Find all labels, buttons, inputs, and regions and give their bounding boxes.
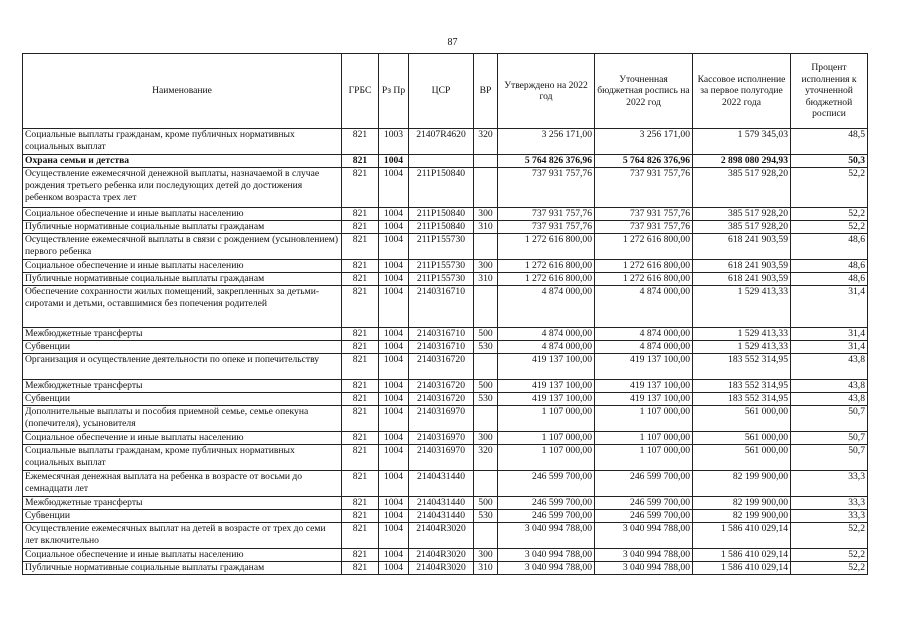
cell-vr: 530: [474, 393, 498, 406]
cell-grbs: 821: [342, 510, 379, 523]
cell-cash: 1 579 345,03: [693, 129, 791, 155]
cell-rzpr: 1004: [379, 562, 409, 575]
cell-approved: 4 874 000,00: [498, 286, 595, 328]
cell-refined: 3 040 994 788,00: [595, 523, 693, 549]
cell-grbs: 821: [342, 354, 379, 380]
table-row: [23, 341, 868, 354]
cell-grbs: 821: [342, 380, 379, 393]
cell-refined: 1 107 000,00: [595, 445, 693, 471]
table-row: [23, 328, 868, 341]
cell-csr: 211P150840: [409, 168, 474, 208]
cell-approved: 4 874 000,00: [498, 341, 595, 354]
cell-grbs: 821: [342, 341, 379, 354]
cell-percent: 48,6: [791, 273, 868, 286]
cell-approved: 246 599 700,00: [498, 471, 595, 497]
header-refined: Уточненная бюджетная роспись на 2022 год: [595, 54, 693, 129]
header-vr: ВР: [474, 54, 498, 129]
cell-approved: 5 764 826 376,96: [498, 155, 595, 168]
cell-approved: 246 599 700,00: [498, 497, 595, 510]
cell-approved: 737 931 757,76: [498, 221, 595, 234]
cell-vr: 320: [474, 129, 498, 155]
cell-rzpr: 1004: [379, 497, 409, 510]
cell-percent: 52,2: [791, 562, 868, 575]
cell-rzpr: 1004: [379, 155, 409, 168]
cell-cash: 82 199 900,00: [693, 471, 791, 497]
cell-vr: 500: [474, 380, 498, 393]
cell-approved: 419 137 100,00: [498, 393, 595, 406]
cell-percent: 50,7: [791, 406, 868, 432]
cell-refined: 737 931 757,76: [595, 208, 693, 221]
cell-name: Обеспечение сохранности жилых помещений, закрепленных за детьми-сиротами и детьми, оставшимися без попечения родителей: [23, 286, 342, 328]
cell-approved: 1 272 616 800,00: [498, 234, 595, 260]
cell-percent: 52,2: [791, 221, 868, 234]
cell-rzpr: 1004: [379, 354, 409, 380]
cell-refined: 737 931 757,76: [595, 221, 693, 234]
cell-rzpr: 1004: [379, 168, 409, 208]
cell-csr: 2140316970: [409, 445, 474, 471]
table-row: [23, 432, 868, 445]
cell-approved: 1 272 616 800,00: [498, 260, 595, 273]
cell-name: Социальные выплаты гражданам, кроме публичных нормативных социальных выплат: [23, 445, 342, 471]
cell-name: Осуществление ежемесячных выплат на детей в возрасте от трех до семи лет включительно: [23, 523, 342, 549]
table-row: [23, 549, 868, 562]
budget-table: [22, 53, 868, 575]
cell-grbs: 821: [342, 273, 379, 286]
cell-csr: 2140316970: [409, 406, 474, 432]
table-row: [23, 445, 868, 471]
cell-refined: 419 137 100,00: [595, 393, 693, 406]
table-row: [23, 221, 868, 234]
cell-percent: 43,8: [791, 354, 868, 380]
cell-grbs: 821: [342, 393, 379, 406]
cell-vr: 300: [474, 260, 498, 273]
table-body: [23, 129, 868, 575]
cell-approved: 419 137 100,00: [498, 380, 595, 393]
cell-vr: [474, 354, 498, 380]
cell-vr: 500: [474, 328, 498, 341]
cell-vr: 320: [474, 445, 498, 471]
cell-cash: 385 517 928,20: [693, 168, 791, 208]
cell-name: Социальное обеспечение и иные выплаты населению: [23, 208, 342, 221]
cell-approved: 1 107 000,00: [498, 432, 595, 445]
cell-cash: 183 552 314,95: [693, 354, 791, 380]
cell-approved: 3 040 994 788,00: [498, 549, 595, 562]
cell-percent: 52,2: [791, 168, 868, 208]
cell-refined: 246 599 700,00: [595, 510, 693, 523]
cell-csr: 211P155730: [409, 234, 474, 260]
table-row: [23, 510, 868, 523]
cell-vr: 300: [474, 432, 498, 445]
cell-rzpr: 1004: [379, 286, 409, 328]
cell-percent: 31,4: [791, 286, 868, 328]
cell-vr: 530: [474, 341, 498, 354]
cell-refined: 5 764 826 376,96: [595, 155, 693, 168]
cell-name: Публичные нормативные социальные выплаты гражданам: [23, 221, 342, 234]
cell-grbs: 821: [342, 328, 379, 341]
cell-cash: 183 552 314,95: [693, 393, 791, 406]
cell-rzpr: 1004: [379, 432, 409, 445]
cell-name: Организация и осуществление деятельности по опеке и попечительству: [23, 354, 342, 380]
cell-csr: 21404R3020: [409, 549, 474, 562]
cell-grbs: 821: [342, 286, 379, 328]
cell-refined: 419 137 100,00: [595, 354, 693, 380]
cell-rzpr: 1004: [379, 510, 409, 523]
cell-name: Субвенции: [23, 393, 342, 406]
cell-refined: 3 040 994 788,00: [595, 562, 693, 575]
cell-name: Межбюджетные трансферты: [23, 328, 342, 341]
cell-csr: 2140316720: [409, 393, 474, 406]
header-approved: Утверждено на 2022 год: [498, 54, 595, 129]
cell-grbs: 821: [342, 523, 379, 549]
table-row: [23, 208, 868, 221]
table-row: [23, 406, 868, 432]
cell-csr: 211P155730: [409, 260, 474, 273]
cell-grbs: 821: [342, 445, 379, 471]
cell-grbs: 821: [342, 471, 379, 497]
cell-vr: [474, 168, 498, 208]
cell-cash: 1 586 410 029,14: [693, 549, 791, 562]
table-row: [23, 286, 868, 328]
cell-cash: 618 241 903,59: [693, 260, 791, 273]
table-row: [23, 562, 868, 575]
table-row: [23, 471, 868, 497]
cell-refined: 4 874 000,00: [595, 286, 693, 328]
cell-percent: 52,2: [791, 523, 868, 549]
cell-approved: 1 272 616 800,00: [498, 273, 595, 286]
cell-rzpr: 1004: [379, 328, 409, 341]
cell-grbs: 821: [342, 221, 379, 234]
cell-approved: 1 107 000,00: [498, 445, 595, 471]
cell-rzpr: 1004: [379, 406, 409, 432]
cell-refined: 3 040 994 788,00: [595, 549, 693, 562]
cell-cash: 561 000,00: [693, 432, 791, 445]
cell-name: Социальные выплаты гражданам, кроме публичных нормативных социальных выплат: [23, 129, 342, 155]
cell-refined: 4 874 000,00: [595, 328, 693, 341]
header-cash: Кассовое исполнение за первое полугодие 2022 года: [693, 54, 791, 129]
cell-name: Социальное обеспечение и иные выплаты населению: [23, 549, 342, 562]
cell-refined: 3 256 171,00: [595, 129, 693, 155]
header-percent: Процент исполнения к уточненной бюджетной росписи: [791, 54, 868, 129]
cell-csr: [409, 155, 474, 168]
table-row: [23, 380, 868, 393]
cell-approved: 1 107 000,00: [498, 406, 595, 432]
cell-refined: 246 599 700,00: [595, 497, 693, 510]
cell-cash: 561 000,00: [693, 445, 791, 471]
cell-percent: 48,6: [791, 234, 868, 260]
cell-name: Межбюджетные трансферты: [23, 497, 342, 510]
cell-name: Публичные нормативные социальные выплаты гражданам: [23, 562, 342, 575]
cell-cash: 82 199 900,00: [693, 497, 791, 510]
cell-grbs: 821: [342, 234, 379, 260]
cell-cash: 561 000,00: [693, 406, 791, 432]
cell-rzpr: 1004: [379, 523, 409, 549]
cell-name: Публичные нормативные социальные выплаты гражданам: [23, 273, 342, 286]
cell-name: Социальное обеспечение и иные выплаты населению: [23, 432, 342, 445]
cell-percent: 52,2: [791, 208, 868, 221]
cell-grbs: 821: [342, 406, 379, 432]
cell-csr: 2140316710: [409, 341, 474, 354]
cell-grbs: 821: [342, 549, 379, 562]
cell-refined: 246 599 700,00: [595, 471, 693, 497]
cell-cash: 2 898 080 294,93: [693, 155, 791, 168]
cell-approved: 419 137 100,00: [498, 354, 595, 380]
header-row: [23, 54, 868, 129]
cell-percent: 31,4: [791, 341, 868, 354]
cell-vr: 310: [474, 221, 498, 234]
cell-vr: 300: [474, 208, 498, 221]
cell-vr: [474, 471, 498, 497]
cell-approved: 3 040 994 788,00: [498, 523, 595, 549]
cell-csr: 2140431440: [409, 510, 474, 523]
cell-name: Межбюджетные трансферты: [23, 380, 342, 393]
table-row: [23, 234, 868, 260]
table-row: [23, 393, 868, 406]
cell-rzpr: 1004: [379, 445, 409, 471]
cell-vr: 530: [474, 510, 498, 523]
cell-approved: 737 931 757,76: [498, 168, 595, 208]
cell-percent: 43,8: [791, 380, 868, 393]
cell-name: Охрана семьи и детства: [23, 155, 342, 168]
cell-cash: 385 517 928,20: [693, 221, 791, 234]
table-row: [23, 497, 868, 510]
table-row: [23, 129, 868, 155]
cell-rzpr: 1003: [379, 129, 409, 155]
header-rzpr: Рз Пр: [379, 54, 409, 129]
cell-cash: 1 529 413,33: [693, 328, 791, 341]
cell-grbs: 821: [342, 208, 379, 221]
header-csr: ЦСР: [409, 54, 474, 129]
cell-cash: 183 552 314,95: [693, 380, 791, 393]
page-number: 87: [447, 37, 458, 48]
cell-grbs: 821: [342, 432, 379, 445]
table-row: [23, 260, 868, 273]
cell-percent: 43,8: [791, 393, 868, 406]
cell-vr: [474, 406, 498, 432]
cell-csr: 2140316710: [409, 328, 474, 341]
cell-rzpr: 1004: [379, 471, 409, 497]
cell-grbs: 821: [342, 497, 379, 510]
cell-cash: 618 241 903,59: [693, 273, 791, 286]
cell-refined: 737 931 757,76: [595, 168, 693, 208]
cell-csr: 2140316970: [409, 432, 474, 445]
cell-cash: 618 241 903,59: [693, 234, 791, 260]
cell-refined: 1 107 000,00: [595, 406, 693, 432]
cell-grbs: 821: [342, 129, 379, 155]
cell-percent: 31,4: [791, 328, 868, 341]
cell-name: Ежемесячная денежная выплата на ребенка в возрасте от восьми до семнадцати лет: [23, 471, 342, 497]
cell-rzpr: 1004: [379, 234, 409, 260]
cell-percent: 52,2: [791, 549, 868, 562]
cell-cash: 385 517 928,20: [693, 208, 791, 221]
cell-refined: 419 137 100,00: [595, 380, 693, 393]
cell-grbs: 821: [342, 155, 379, 168]
table-row: [23, 168, 868, 208]
cell-cash: 82 199 900,00: [693, 510, 791, 523]
cell-csr: 2140316710: [409, 286, 474, 328]
cell-percent: 33,3: [791, 471, 868, 497]
table-row: [23, 273, 868, 286]
cell-rzpr: 1004: [379, 393, 409, 406]
cell-approved: 4 874 000,00: [498, 328, 595, 341]
cell-vr: [474, 234, 498, 260]
cell-percent: 33,3: [791, 497, 868, 510]
cell-grbs: 821: [342, 260, 379, 273]
cell-rzpr: 1004: [379, 208, 409, 221]
cell-approved: 3 040 994 788,00: [498, 562, 595, 575]
cell-vr: [474, 155, 498, 168]
cell-percent: 33,3: [791, 510, 868, 523]
cell-cash: 1 529 413,33: [693, 341, 791, 354]
cell-csr: 21404R3020: [409, 562, 474, 575]
cell-cash: 1 586 410 029,14: [693, 562, 791, 575]
table-row: [23, 354, 868, 380]
cell-refined: 1 272 616 800,00: [595, 273, 693, 286]
cell-name: Социальное обеспечение и иные выплаты населению: [23, 260, 342, 273]
cell-csr: 21404R3020: [409, 523, 474, 549]
cell-name: Осуществление ежемесячной денежной выплаты, назначаемой в случае рождения третьего ребенка или последующих детей до достижения ребенком возраста трех лет: [23, 168, 342, 208]
cell-percent: 50,3: [791, 155, 868, 168]
cell-csr: 2140431440: [409, 497, 474, 510]
cell-rzpr: 1004: [379, 273, 409, 286]
cell-vr: [474, 286, 498, 328]
cell-csr: 2140316720: [409, 354, 474, 380]
cell-percent: 48,6: [791, 260, 868, 273]
header-grbs: ГРБС: [342, 54, 379, 129]
cell-percent: 50,7: [791, 445, 868, 471]
cell-vr: 310: [474, 273, 498, 286]
header-name: Наименование: [23, 54, 342, 129]
cell-csr: 211P150840: [409, 208, 474, 221]
cell-csr: 211P155730: [409, 273, 474, 286]
cell-cash: 1 529 413,33: [693, 286, 791, 328]
cell-name: Субвенции: [23, 510, 342, 523]
cell-vr: [474, 523, 498, 549]
cell-name: Субвенции: [23, 341, 342, 354]
cell-vr: 300: [474, 549, 498, 562]
cell-vr: 310: [474, 562, 498, 575]
cell-refined: 1 272 616 800,00: [595, 234, 693, 260]
cell-csr: 2140431440: [409, 471, 474, 497]
cell-grbs: 821: [342, 562, 379, 575]
cell-csr: 2140316720: [409, 380, 474, 393]
cell-approved: 246 599 700,00: [498, 510, 595, 523]
cell-refined: 1 272 616 800,00: [595, 260, 693, 273]
cell-name: Дополнительные выплаты и пособия приемной семье, семье опекуна (попечителя), усыновителя: [23, 406, 342, 432]
cell-rzpr: 1004: [379, 221, 409, 234]
cell-grbs: 821: [342, 168, 379, 208]
cell-cash: 1 586 410 029,14: [693, 523, 791, 549]
cell-refined: 1 107 000,00: [595, 432, 693, 445]
cell-approved: 737 931 757,76: [498, 208, 595, 221]
table-row: [23, 523, 868, 549]
table-row: [23, 155, 868, 168]
cell-percent: 48,5: [791, 129, 868, 155]
cell-name: Осуществление ежемесячной выплаты в связи с рождением (усыновлением) первого ребенка: [23, 234, 342, 260]
cell-rzpr: 1004: [379, 380, 409, 393]
cell-percent: 50,7: [791, 432, 868, 445]
cell-csr: 211P150840: [409, 221, 474, 234]
cell-approved: 3 256 171,00: [498, 129, 595, 155]
cell-rzpr: 1004: [379, 549, 409, 562]
cell-vr: 500: [474, 497, 498, 510]
cell-rzpr: 1004: [379, 260, 409, 273]
cell-refined: 4 874 000,00: [595, 341, 693, 354]
cell-rzpr: 1004: [379, 341, 409, 354]
cell-csr: 21407R4620: [409, 129, 474, 155]
